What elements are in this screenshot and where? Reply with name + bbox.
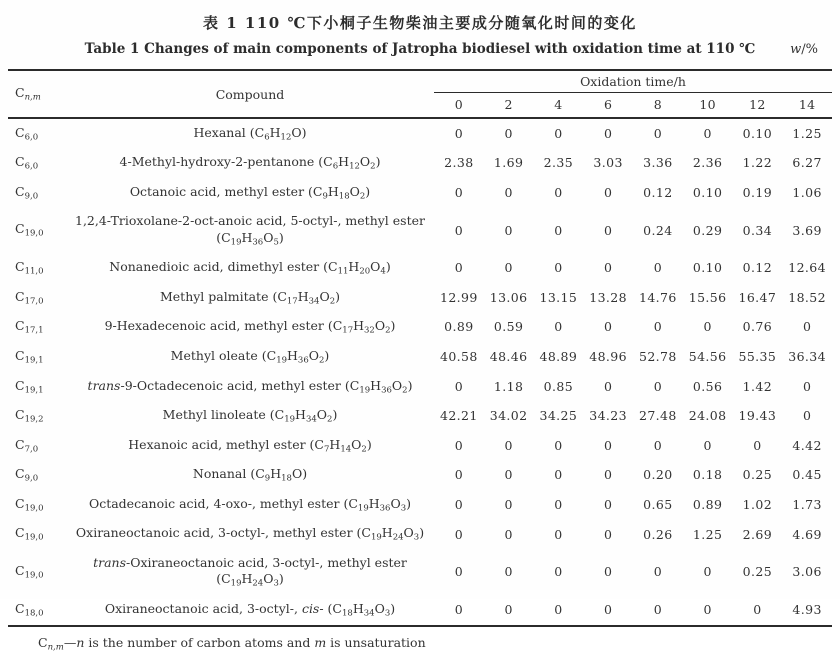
value-cell: 0	[554, 437, 563, 453]
value-cell: 0.76	[742, 319, 773, 335]
column-header-time-4: 4	[534, 93, 584, 119]
value-cell: 3.06	[792, 564, 822, 580]
value-cell: 0	[504, 184, 513, 200]
value-cell: 4.42	[792, 437, 822, 453]
value-cell: 0.26	[643, 526, 673, 542]
value-cell: 0	[603, 125, 613, 141]
value-cell: 0	[603, 319, 613, 335]
value-cell: 0	[603, 526, 613, 542]
value-cell: 0	[554, 222, 563, 238]
value-cell: 0	[454, 125, 464, 141]
compound-cell: Octanoic acid, methyl ester $(C_9H_{18}O_2)$	[129, 183, 371, 202]
cnm-cell: $C_{19,1}$	[15, 347, 44, 366]
value-cell: 0	[554, 319, 563, 335]
value-cell: 0	[454, 437, 464, 453]
value-cell: 0	[603, 184, 613, 200]
table-row	[8, 595, 832, 626]
value-cell: 15.56	[688, 289, 727, 305]
value-cell: 0.56	[692, 378, 723, 394]
value-cell: 1.73	[792, 497, 822, 513]
value-cell: 48.46	[489, 349, 528, 365]
value-cell: 0	[703, 319, 712, 335]
cnm-cell: $C_{7,0}$	[15, 436, 39, 455]
compound-cell: Oxiraneoctanoic acid, 3-octyl-, methyl ester $(C_{19}H_{24}O_3)$	[75, 525, 425, 544]
value-cell: 0	[753, 602, 762, 618]
value-cell: 0	[603, 260, 613, 276]
value-cell: 27.48	[638, 408, 677, 424]
table-row	[8, 461, 832, 491]
table-row	[8, 372, 832, 402]
table-header-row-1	[8, 70, 832, 93]
value-cell: 0.59	[493, 319, 524, 335]
value-cell: 0.12	[742, 260, 773, 276]
value-cell: 0	[454, 260, 464, 276]
value-cell: 18.52	[788, 289, 827, 305]
table-row	[8, 342, 832, 372]
value-cell: 16.47	[738, 289, 777, 305]
value-cell: 0	[653, 602, 663, 618]
value-cell: 0.85	[543, 378, 574, 394]
compound-cell: trans-9-Octadecenoic acid, methyl ester $(C_{19}H_{36}O_2)$	[87, 377, 413, 396]
value-cell: 0	[802, 319, 812, 335]
cnm-cell: $C_{9,0}$	[15, 466, 39, 484]
value-cell: 0	[653, 378, 663, 394]
value-cell: 13.28	[589, 289, 628, 305]
value-cell: 0	[703, 125, 712, 141]
value-cell: 0	[703, 564, 712, 580]
value-cell: 0	[454, 184, 464, 200]
cnm-cell: $C_{19,2}$	[15, 407, 44, 425]
cnm-cell: $C_{9,0}$	[15, 183, 39, 202]
compound-cell: Oxiraneoctanoic acid, 3-octyl-, cis- $(C_{18}H_{34}O_3)$	[104, 600, 396, 619]
table-row	[8, 313, 832, 343]
value-cell: 0	[802, 408, 812, 424]
table-title-chinese: 表 1 110 ℃下小桐子生物柴油主要成分随氧化时间的变化	[203, 14, 637, 32]
value-cell: 2.38	[444, 155, 474, 171]
value-cell: 0	[703, 602, 712, 618]
value-cell: 1.69	[493, 155, 524, 171]
cnm-cell: $C_{11,0}$	[15, 259, 44, 277]
cnm-cell: $C_{6,0}$	[15, 154, 39, 172]
value-cell: 13.15	[539, 289, 578, 305]
value-cell: 0	[504, 125, 513, 141]
value-cell: 0	[603, 437, 613, 453]
table-row	[8, 208, 832, 254]
value-cell: 2.69	[742, 526, 773, 542]
value-cell: 19.43	[738, 408, 777, 424]
value-cell: 0.18	[692, 467, 723, 483]
compound-cell: Methyl oleate $(C_{19}H_{36}O_2)$	[170, 347, 330, 366]
unit-label: w/%	[790, 42, 818, 57]
value-cell: 1.25	[792, 125, 822, 141]
table-row	[8, 149, 832, 179]
table-title-row	[8, 41, 832, 61]
value-cell: 0	[653, 319, 663, 335]
table-row	[8, 550, 832, 596]
cnm-cell: $C_{17,1}$	[15, 318, 44, 336]
table-row	[8, 520, 832, 550]
value-cell: 0	[454, 564, 464, 580]
compound-cell: trans-Oxiraneoctanoic acid, 3-octyl-, methyl ester $(C_{19}H_{24}O_3)$	[93, 555, 407, 589]
value-cell: 0	[504, 260, 513, 276]
value-cell: 0.10	[742, 125, 773, 141]
value-cell: 0	[603, 497, 613, 513]
value-cell: 0	[454, 378, 464, 394]
value-cell: 34.02	[489, 408, 528, 424]
value-cell: 0.45	[792, 467, 822, 483]
value-cell: 0	[554, 497, 563, 513]
value-cell: 0	[554, 602, 563, 618]
value-cell: 1.02	[742, 497, 773, 513]
value-cell: 0	[653, 260, 663, 276]
compound-cell: Nonanal $(C_9H_{18}O)$	[192, 466, 308, 484]
value-cell: 0	[554, 467, 563, 483]
table-row	[8, 254, 832, 284]
value-cell: 1.18	[493, 378, 524, 394]
value-cell: 0.25	[742, 564, 773, 580]
value-cell: 0	[653, 125, 663, 141]
value-cell: 0.10	[692, 260, 723, 276]
value-cell: 0	[454, 602, 464, 618]
value-cell: 24.08	[688, 408, 727, 424]
compound-cell: 4-Methyl-hydroxy-2-pentanone $(C_6H_{12}O_2)$	[119, 154, 381, 172]
table-row	[8, 283, 832, 313]
value-cell: 1.25	[692, 526, 723, 542]
value-cell: 55.35	[738, 349, 777, 365]
value-cell: 0	[504, 437, 513, 453]
value-cell: 0	[554, 564, 563, 580]
cnm-cell: $C_{19,0}$	[15, 221, 44, 239]
value-cell: 2.35	[543, 155, 574, 171]
value-cell: 0	[603, 467, 613, 483]
value-cell: 1.22	[742, 155, 773, 171]
value-cell: 0	[603, 222, 613, 238]
column-header-time-6: 6	[583, 93, 633, 119]
data-table	[8, 69, 832, 627]
value-cell: 40.58	[439, 349, 478, 365]
value-cell: 1.42	[742, 378, 773, 394]
compound-cell: 1,2,4-Trioxolane-2-oct-anoic acid, 5-octyl-, methyl ester $(C_{19}H_{36}O_5)$	[75, 213, 425, 248]
value-cell: 0.34	[742, 222, 773, 238]
value-cell: 0.20	[643, 467, 673, 483]
column-header-time-12: 12	[733, 93, 783, 119]
column-header-compound: Compound	[66, 70, 434, 118]
value-cell: 0	[802, 378, 812, 394]
value-cell: 0.29	[692, 222, 723, 238]
value-cell: 0	[554, 125, 563, 141]
table-footnote: $C_{n,m}—n$ is the number of carbon atoms and m is unsaturation	[38, 635, 426, 653]
value-cell: 0	[504, 222, 513, 238]
table-row	[8, 178, 832, 208]
value-cell: 0	[653, 437, 663, 453]
value-cell: 0	[753, 437, 762, 453]
value-cell: 34.23	[589, 408, 628, 424]
value-cell: 0	[454, 222, 464, 238]
value-cell: 14.76	[638, 289, 677, 305]
table-body	[8, 118, 832, 626]
value-cell: 34.25	[539, 408, 578, 424]
column-header-time-8: 8	[633, 93, 683, 119]
table-title-english: Table 1 Changes of main components of Jatropha biodiesel with oxidation time at 110 ℃	[84, 41, 756, 57]
compound-cell: Methyl palmitate $(C_{17}H_{34}O_2)$	[159, 288, 341, 307]
value-cell: 0	[504, 497, 513, 513]
value-cell: 0	[504, 602, 513, 618]
value-cell: 6.27	[792, 155, 822, 171]
value-cell: 0	[454, 467, 464, 483]
value-cell: 0	[603, 378, 613, 394]
value-cell: 0.89	[444, 319, 474, 335]
cnm-cell: $C_{19,0}$	[15, 563, 44, 581]
compound-cell: Hexanoic acid, methyl ester $(C_7H_{14}O_2)$	[128, 436, 372, 455]
cnm-cell: $C_{17,0}$	[15, 288, 44, 307]
value-cell: 4.69	[792, 526, 822, 542]
value-cell: 3.69	[792, 222, 822, 238]
table-row	[8, 402, 832, 432]
value-cell: 48.96	[589, 349, 628, 365]
value-cell: 0	[504, 467, 513, 483]
cnm-cell: $C_{18,0}$	[15, 600, 44, 619]
value-cell: 0	[554, 260, 563, 276]
value-cell: 0.10	[692, 184, 723, 200]
compound-cell: 9-Hexadecenoic acid, methyl ester $(C_{17}H_{32}O_2)$	[104, 318, 396, 336]
value-cell: 0	[454, 526, 464, 542]
compound-cell: Methyl linoleate $(C_{19}H_{34}O_2)$	[162, 407, 338, 425]
value-cell: 2.36	[692, 155, 723, 171]
column-header-cnm: $C_{n,m}$	[8, 70, 66, 118]
value-cell: 1.06	[792, 184, 822, 200]
value-cell: 0	[504, 564, 513, 580]
value-cell: 42.21	[439, 408, 478, 424]
cnm-cell: $C_{6,0}$	[15, 124, 39, 143]
column-header-time-10: 10	[683, 93, 733, 119]
value-cell: 0.25	[742, 467, 773, 483]
value-cell: 52.78	[638, 349, 677, 365]
value-cell: 0	[603, 602, 613, 618]
value-cell: 12.99	[439, 289, 478, 305]
value-cell: 0.65	[643, 497, 673, 513]
value-cell: 0.24	[643, 222, 673, 238]
value-cell: 4.93	[792, 602, 822, 618]
column-header-time-14: 14	[782, 93, 832, 119]
value-cell: 0	[653, 564, 663, 580]
table-row	[8, 118, 832, 149]
value-cell: 3.36	[643, 155, 673, 171]
cnm-cell: $C_{19,0}$	[15, 525, 44, 544]
value-cell: 3.03	[593, 155, 623, 171]
table-row	[8, 431, 832, 461]
value-cell: 0	[504, 526, 513, 542]
column-header-time-0: 0	[434, 93, 484, 119]
value-cell: 0.12	[643, 184, 673, 200]
value-cell: 13.06	[489, 289, 528, 305]
column-header-time-2: 2	[484, 93, 534, 119]
value-cell: 54.56	[688, 349, 727, 365]
value-cell: 12.64	[788, 260, 827, 276]
value-cell: 36.34	[788, 349, 827, 365]
cnm-cell: $C_{19,1}$	[15, 377, 44, 396]
value-cell: 0.19	[742, 184, 773, 200]
value-cell: 0.89	[692, 497, 723, 513]
value-cell: 0	[703, 437, 712, 453]
cnm-cell: $C_{19,0}$	[15, 495, 44, 514]
value-cell: 0	[454, 497, 464, 513]
value-cell: 0	[603, 564, 613, 580]
compound-cell: Nonanedioic acid, dimethyl ester $(C_{11}H_{20}O_4)$	[109, 259, 391, 277]
column-group-header-oxidation-time: Oxidation time/h	[434, 70, 832, 93]
value-cell: 48.89	[539, 349, 578, 365]
table-header	[8, 70, 832, 118]
compound-cell: Octadecanoic acid, 4-oxo-, methyl ester $(C_{19}H_{36}O_3)$	[88, 495, 412, 514]
value-cell: 0	[554, 184, 563, 200]
value-cell: 0	[554, 526, 563, 542]
table-row	[8, 490, 832, 520]
compound-cell: Hexanal $(C_6H_{12}O)$	[193, 124, 307, 143]
